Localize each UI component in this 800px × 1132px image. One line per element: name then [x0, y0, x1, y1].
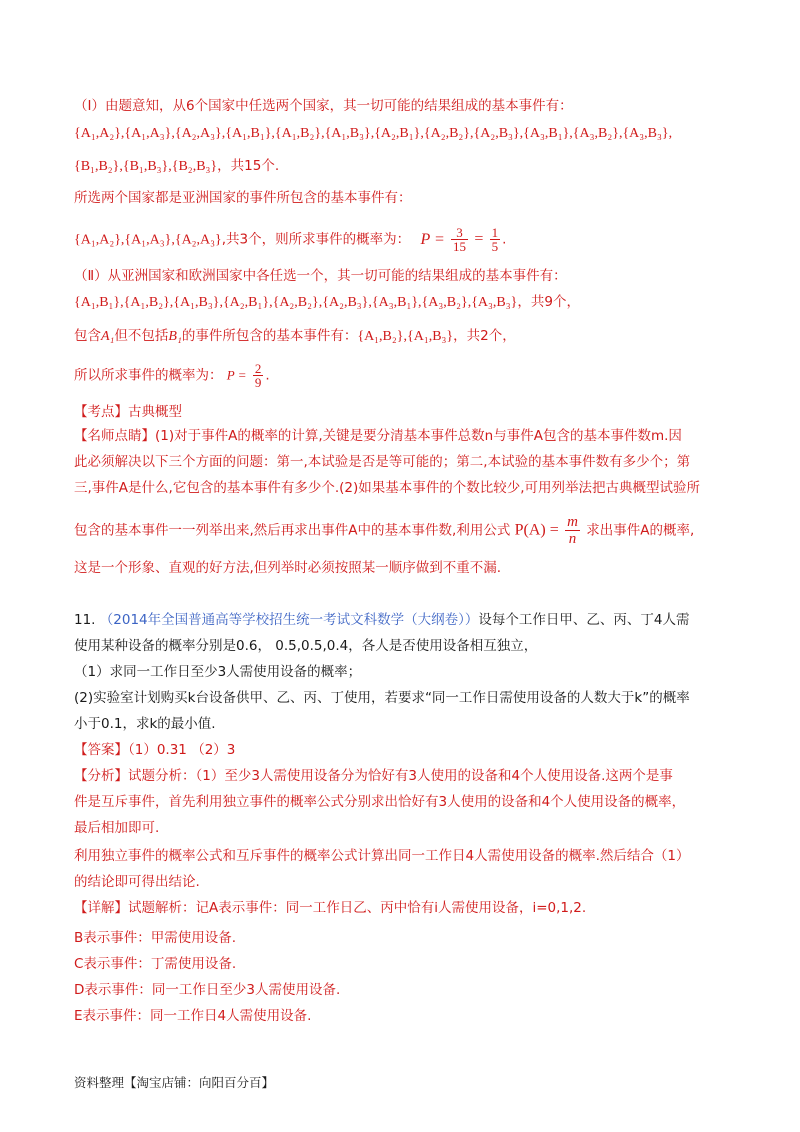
- part1-events-line2-row: [74, 156, 760, 177]
- mingshi-line4-post: 求出事件A的概率,: [586, 522, 695, 539]
- part1-intro: （Ⅰ）由题意知，从6个国家中任选两个国家，其一切可能的结果组成的基本事件有：: [74, 98, 573, 114]
- part2-contain-events: {A₁,B₂},{A₁,B₃}: [357, 329, 454, 344]
- part2-contain-suffix: ，共2个，: [453, 328, 516, 344]
- detail-c: C表示事件：丁需使用设备.: [74, 956, 237, 972]
- part2-frac-num: 2: [254, 361, 262, 376]
- part2-events: {A₁,B₁},{A₁,B₂},{A₁,B₃},{A₂,B₁},{A₂,B₂},{A₂,B₃},{A₃,B₁},{A₃,B₂},{A₃,B₃}: [74, 295, 518, 310]
- part2-intro: （Ⅱ）从亚洲国家和欧洲国家中各任选一个，其一切可能的结果组成的基本事件有：: [74, 268, 567, 284]
- q11-sub1: （1）求同一工作日至少3人需使用设备的概率；: [74, 664, 362, 680]
- part1-events-line1: {A₁,A₂},{A₁,A₃},{A₂,A₃},{A₁,B₁},{A₁,B₂},{A₁,B₃},{A₂,B₁},{A₂,B₂},{A₂,B₃},{A₃,B₁},{A₃,B₂},{A₃,B₃},: [74, 126, 673, 141]
- detail-d: D表示事件：同一工作日至少3人需使用设备.: [74, 982, 341, 998]
- part2-frac: [253, 362, 264, 389]
- part1-asia-row: [74, 226, 760, 253]
- analysis-line4: 利用独立事件的概率公式和互斥事件的概率公式计算出同一工作日4人需使用设备的概率.然后结合（1）: [74, 848, 690, 864]
- part1-asia-suffix: ,共3个，则所求事件的概率为：: [221, 231, 411, 248]
- period: .: [265, 367, 270, 384]
- detail-line1: 【详解】试题解析：记A表示事件：同一工作日乙、丙中恰有i人需使用设备，i=0,1,2.: [74, 900, 587, 916]
- part2-contain-prefix: 包含: [74, 328, 101, 344]
- detail-b: B表示事件：甲需使用设备.: [74, 930, 237, 946]
- part1-events-line2: {B₁,B₂},{B₁,B₃},{B₂,B₃}: [74, 159, 218, 174]
- detail-e: E表示事件：同一工作日4人需使用设备.: [74, 1008, 312, 1024]
- q11-stem1: 设每个工作日甲、乙、丙、丁4人需: [478, 612, 690, 628]
- mingshi-line4: [74, 514, 760, 547]
- part2-contain-mid: 但不包括: [114, 328, 169, 344]
- analysis-line5: 的结论即可得出结论.: [74, 874, 200, 890]
- formula-den: n: [568, 531, 577, 547]
- mingshi-line2: 此必须解决以下三个方面的问题：第一,本试验是否是等可能的；第二,本试验的基本事件数有多少个；第: [74, 454, 691, 470]
- q11-stem-row1: [74, 610, 760, 630]
- q11-stem2: 使用某种设备的概率分别是0.6， 0.5,0.5,0.4，各人是否使用设备相互独立，: [74, 638, 538, 654]
- part2-result: 所以所求事件的概率为：: [74, 367, 223, 384]
- mingshi-line1: 【名师点睛】(1)对于事件A的概率的计算,关键是要分清基本事件总数n与事件A包含的基本事件数m.因: [74, 428, 682, 444]
- part1-total: ，共15个.: [217, 158, 280, 174]
- equals-sign: =: [474, 230, 484, 248]
- part2-frac-den: 9: [254, 375, 262, 390]
- q11-source: （2014年全国普通高等学校招生统一考试文科数学（大纲卷））: [99, 612, 479, 628]
- analysis-line3: 最后相加即可.: [74, 820, 160, 836]
- q11-sub2a: (2)实验室计划购买k台设备供甲、乙、丙、丁使用，若要求“同一工作日需使用设备的人数大于k”的概率: [74, 690, 690, 706]
- part2-contain-b: B₁: [168, 329, 182, 344]
- part1-frac1-den: 15: [453, 239, 467, 254]
- part1-asia-events: {A₁,A₂},{A₁,A₃},{A₂,A₃}: [74, 232, 222, 248]
- part1-frac2-num: 1: [491, 225, 499, 240]
- formula-num: m: [567, 514, 578, 530]
- q11-number: 11.: [74, 612, 96, 628]
- part1-frac1-num: 3: [451, 226, 468, 240]
- part2-contain-a: A₁: [101, 329, 115, 344]
- formula-frac: [565, 514, 580, 547]
- part1-asia-intro: 所选两个国家都是亚洲国家的事件所包含的基本事件有：: [74, 190, 412, 206]
- part1-frac2-den: 5: [491, 239, 499, 254]
- period: .: [502, 231, 507, 248]
- answer: 【答案】（1）0.31 （2）3: [74, 742, 236, 758]
- part2-result-row: [74, 362, 760, 389]
- mingshi-line4-pre: 包含的基本事件一一列举出来,然后再求出事件A中的基本事件数,利用公式: [74, 522, 511, 539]
- kaodian: 【考点】古典概型: [74, 404, 182, 420]
- formula-lhs: P(A) =: [514, 521, 559, 539]
- mingshi-line5: 这是一个形象、直观的好方法,但列举时必须按照某一顺序做到不重不漏.: [74, 560, 502, 576]
- part2-events-suffix: ，共9个，: [517, 294, 580, 310]
- part2-contain-row: [74, 326, 760, 347]
- analysis-line1: 【分析】试题分析：（1）至少3人需使用设备分为恰好有3人使用的设备和4个人使用设备.这两个是事: [74, 768, 673, 784]
- part1-frac1: [451, 226, 468, 253]
- part2-p-label: P =: [226, 367, 247, 383]
- q11-sub2b: 小于0.1，求k的最小值.: [74, 716, 216, 732]
- part1-p-label: P =: [420, 230, 445, 248]
- analysis-line2: 件是互斥事件，首先利用独立事件的概率公式分别求出恰好有3人使用的设备和4个人使用设备的概率，: [74, 794, 686, 810]
- part1-frac2: [490, 226, 501, 253]
- part2-events-row: [74, 292, 760, 313]
- part2-contain-text: 的事件所包含的基本事件有：: [181, 328, 358, 344]
- mingshi-line3: 三,事件A是什么,它包含的基本事件有多少个.(2)如果基本事件的个数比较少,可用列举法把古典概型试验所: [74, 480, 701, 496]
- footer: 资料整理【淘宝店铺：向阳百分百】: [74, 1075, 275, 1090]
